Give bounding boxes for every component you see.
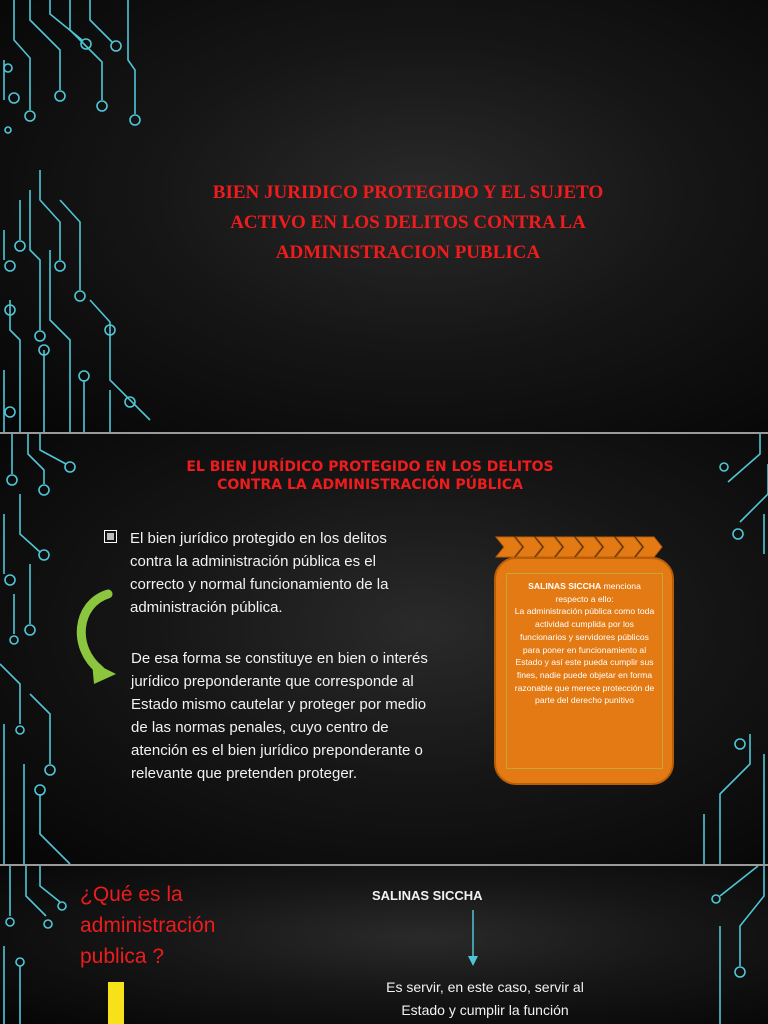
author-label: SALINAS SICCHA xyxy=(372,888,483,903)
question-line: publica ? xyxy=(80,945,165,968)
title-line: ADMINISTRACION PUBLICA xyxy=(275,242,541,263)
quote-text-block xyxy=(506,573,663,769)
quote-box xyxy=(492,535,678,787)
title-line: ACTIVO EN LOS DELITOS CONTRA LA xyxy=(230,212,586,233)
orange-rounded-box xyxy=(494,557,674,785)
heading-line: EL BIEN JURÍDICO PROTEGIDO EN LOS DELITOS xyxy=(186,459,554,475)
question-line: ¿Qué es la xyxy=(80,883,183,906)
yellow-accent-bar xyxy=(108,982,124,1024)
answer-line: Estado y cumplir la función xyxy=(401,1002,569,1018)
circuit-decoration-left xyxy=(0,0,160,432)
circuit-decoration-right xyxy=(700,434,768,864)
body-paragraph: De esa forma se constituye en bien o interés jurídico preponderante que corresponde al Estado mismo cautelar y proteger por medio de las normas penales, cuyo centro de atención es el bien jurídico preponderante o relevante que pretenden proteger. xyxy=(131,650,428,782)
title-line: BIEN JURIDICO PROTEGIDO Y EL SUJETO xyxy=(212,182,604,203)
quote-body: La administración pública como toda actividad cumplida por los funcionarios y servidores públicos para poner en funcionamiento al Estado y así este pueda cumplir sus fines, nadie puede objetar en forma razonable que merece protección de parte del derecho punitivo xyxy=(514,606,655,706)
quote-intro: menciona respecto a ello: xyxy=(555,581,641,604)
answer-line: Es servir, en este caso, servir al xyxy=(386,979,584,995)
checkbox-bullet-icon xyxy=(104,530,117,543)
question-heading xyxy=(80,879,300,972)
down-arrow-icon xyxy=(467,910,479,968)
bullet-text: El bien jurídico protegido en los delitos contra la administración pública es el correcto y normal funcionamiento de la administración pública. xyxy=(130,530,389,616)
slide-que-es xyxy=(0,866,768,1024)
slide-heading xyxy=(140,458,600,494)
slide-title-heading xyxy=(150,178,666,268)
circuit-decoration-left xyxy=(0,866,70,1024)
quote-author: SALINAS SICCHA xyxy=(528,581,602,591)
slide-title xyxy=(0,0,768,432)
slide-bien-juridico xyxy=(0,434,768,864)
circuit-decoration-right xyxy=(700,866,768,1024)
curved-arrow-icon xyxy=(72,588,132,688)
question-line: administración xyxy=(80,914,216,937)
bullet-item xyxy=(104,527,404,619)
heading-line: CONTRA LA ADMINISTRACIÓN PÚBLICA xyxy=(217,477,523,493)
answer-text xyxy=(340,976,630,1022)
